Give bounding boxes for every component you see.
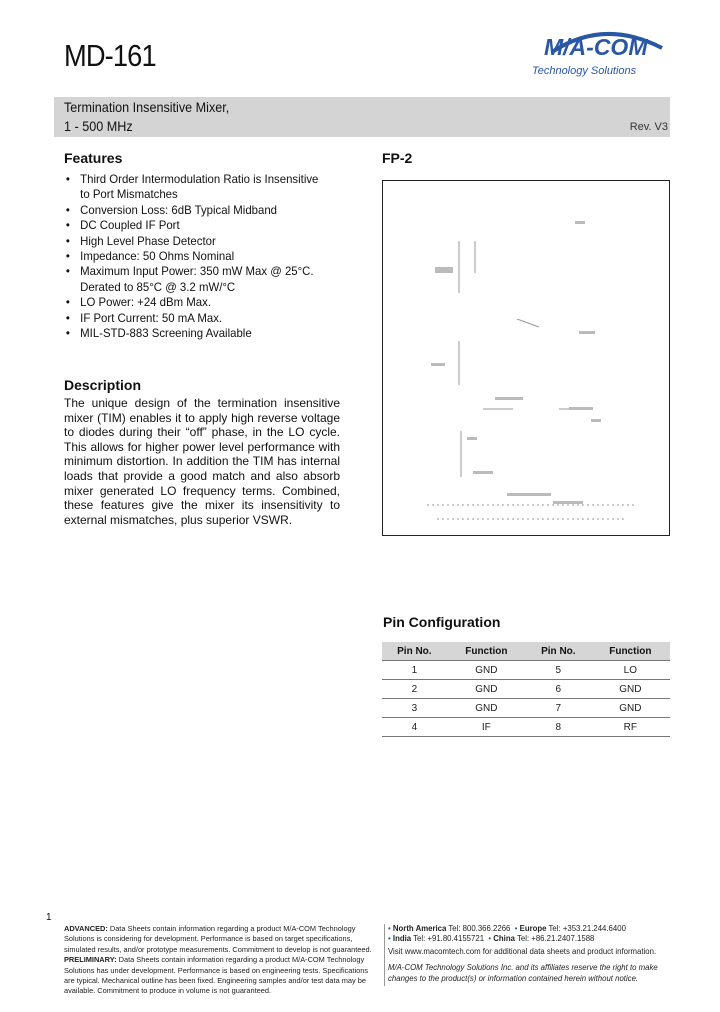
package-outline-drawing — [382, 180, 670, 536]
column-header: Function — [591, 642, 670, 661]
table-header-row — [382, 642, 670, 661]
europe-tel: Tel: +353.21.244.6400 — [548, 924, 626, 933]
pin-function: IF — [447, 718, 526, 737]
feature-item: • DC Coupled IF Port — [64, 218, 340, 233]
pin-number: 5 — [526, 661, 591, 680]
europe-label: Europe — [519, 924, 547, 933]
footer-contacts — [388, 924, 678, 984]
product-title: Termination Insensitive Mixer, — [64, 99, 230, 115]
pin-function: GND — [447, 661, 526, 680]
column-header: Function — [447, 642, 526, 661]
feature-item: • Maximum Input Power: 350 mW Max @ 25°C. — [64, 264, 340, 279]
pin-function: GND — [447, 699, 526, 718]
pin-configuration-table — [382, 642, 670, 737]
pin-function: RF — [591, 718, 670, 737]
feature-item: • High Level Phase Detector — [64, 234, 340, 249]
feature-item-continuation: to Port Mismatches — [80, 187, 178, 202]
footer-divider — [384, 924, 385, 986]
advanced-disclaimer — [64, 924, 380, 955]
table-row — [382, 699, 670, 718]
column-header: Pin No. — [382, 642, 447, 661]
pin-number: 8 — [526, 718, 591, 737]
rights-notice: M/A-COM Technology Solutions Inc. and its affiliates reserve the right to make changes to the product(s) or information contained herein without notice. — [388, 963, 658, 983]
pin-function: GND — [591, 680, 670, 699]
page-number: 1 — [46, 912, 52, 923]
part-number: MD-161 — [64, 38, 156, 73]
north-america-label: North America — [392, 924, 447, 933]
advanced-text: Data Sheets contain information regarding a product M/A-COM Technology Solutions is considering for development. Performance is based on target specifications, simulated results, and/or prototype measurements. Commitment to develop is not guaranteed. — [64, 924, 372, 954]
description-text: The unique design of the termination insensitive mixer (TIM) enables it to apply high reverse voltage to diodes during their “off” phase, in the LO cycle. This allows for higher power level performance with minimum distortion. In addition the TIM has internal loads that provide a good match and also absorb mixer generated LO frequency terms. Combined, these features give the mixer its insensitivity to external mismatches, plus superior VSWR. — [64, 396, 340, 527]
table-row — [382, 661, 670, 680]
table-row — [382, 680, 670, 699]
feature-item: • Impedance: 50 Ohms Nominal — [64, 249, 340, 264]
pin-config-heading: Pin Configuration — [383, 614, 501, 630]
revision-label: Rev. V3 — [629, 121, 668, 133]
pin-function: GND — [591, 699, 670, 718]
china-label: China — [493, 934, 515, 944]
footer-disclaimer — [64, 924, 380, 997]
feature-item: • IF Port Current: 50 mA Max. — [64, 311, 340, 326]
china-tel: Tel: +86.21.2407.1588 — [516, 934, 595, 944]
preliminary-text: Data Sheets contain information regarding a product M/A-COM Technology Solutions has under development. Performance is based on engineering tests. Specifications are typical. Mechanical outline has been fixed. Engineering samples and/or test data may be available. Commitment to produce in volume is not guaranteed. — [64, 955, 369, 996]
table-row — [382, 718, 670, 737]
feature-item: • MIL-STD-883 Screening Available — [64, 326, 340, 341]
contact-line-1: • North America Tel: 800.366.2266 • Europe Tel: +353.21.244.6400 — [388, 924, 626, 933]
pin-number: 6 — [526, 680, 591, 699]
visit-website-text: Visit www.macomtech.com for additional data sheets and product information. — [388, 946, 657, 956]
outline-drawing-icon — [383, 181, 669, 535]
feature-item: • Third Order Intermodulation Ratio is Insensitive — [64, 172, 340, 187]
pin-number: 4 — [382, 718, 447, 737]
north-america-tel: Tel: 800.366.2266 — [448, 924, 511, 933]
pin-function: LO — [591, 661, 670, 680]
pin-number: 7 — [526, 699, 591, 718]
features-list — [64, 172, 354, 341]
feature-item: • LO Power: +24 dBm Max. — [64, 295, 340, 310]
product-frequency-range: 1 - 500 MHz — [64, 118, 133, 134]
advanced-label: ADVANCED: — [64, 924, 108, 933]
feature-item: • Conversion Loss: 6dB Typical Midband — [64, 203, 340, 218]
pin-number: 1 — [382, 661, 447, 680]
preliminary-label: PRELIMINARY: — [64, 955, 117, 965]
logo-tagline: Technology Solutions — [532, 65, 637, 77]
contact-line-2: • India Tel: +91.80.4155721 • China Tel: +86.21.2407.1588 — [388, 934, 595, 944]
description-heading: Description — [64, 377, 142, 393]
logo-wordmark: M/A-COM — [544, 34, 648, 60]
pin-number: 3 — [382, 699, 447, 718]
macom-logo — [528, 26, 668, 86]
pin-number: 2 — [382, 680, 447, 699]
pin-function: GND — [447, 680, 526, 699]
india-label: India — [392, 934, 412, 944]
package-heading: FP-2 — [382, 150, 413, 166]
features-heading: Features — [64, 150, 123, 166]
column-header: Pin No. — [526, 642, 591, 661]
preliminary-disclaimer — [64, 955, 380, 997]
feature-item-continuation: Derated to 85°C @ 3.2 mW/°C — [80, 279, 236, 294]
india-tel: Tel: +91.80.4155721 — [413, 934, 485, 944]
